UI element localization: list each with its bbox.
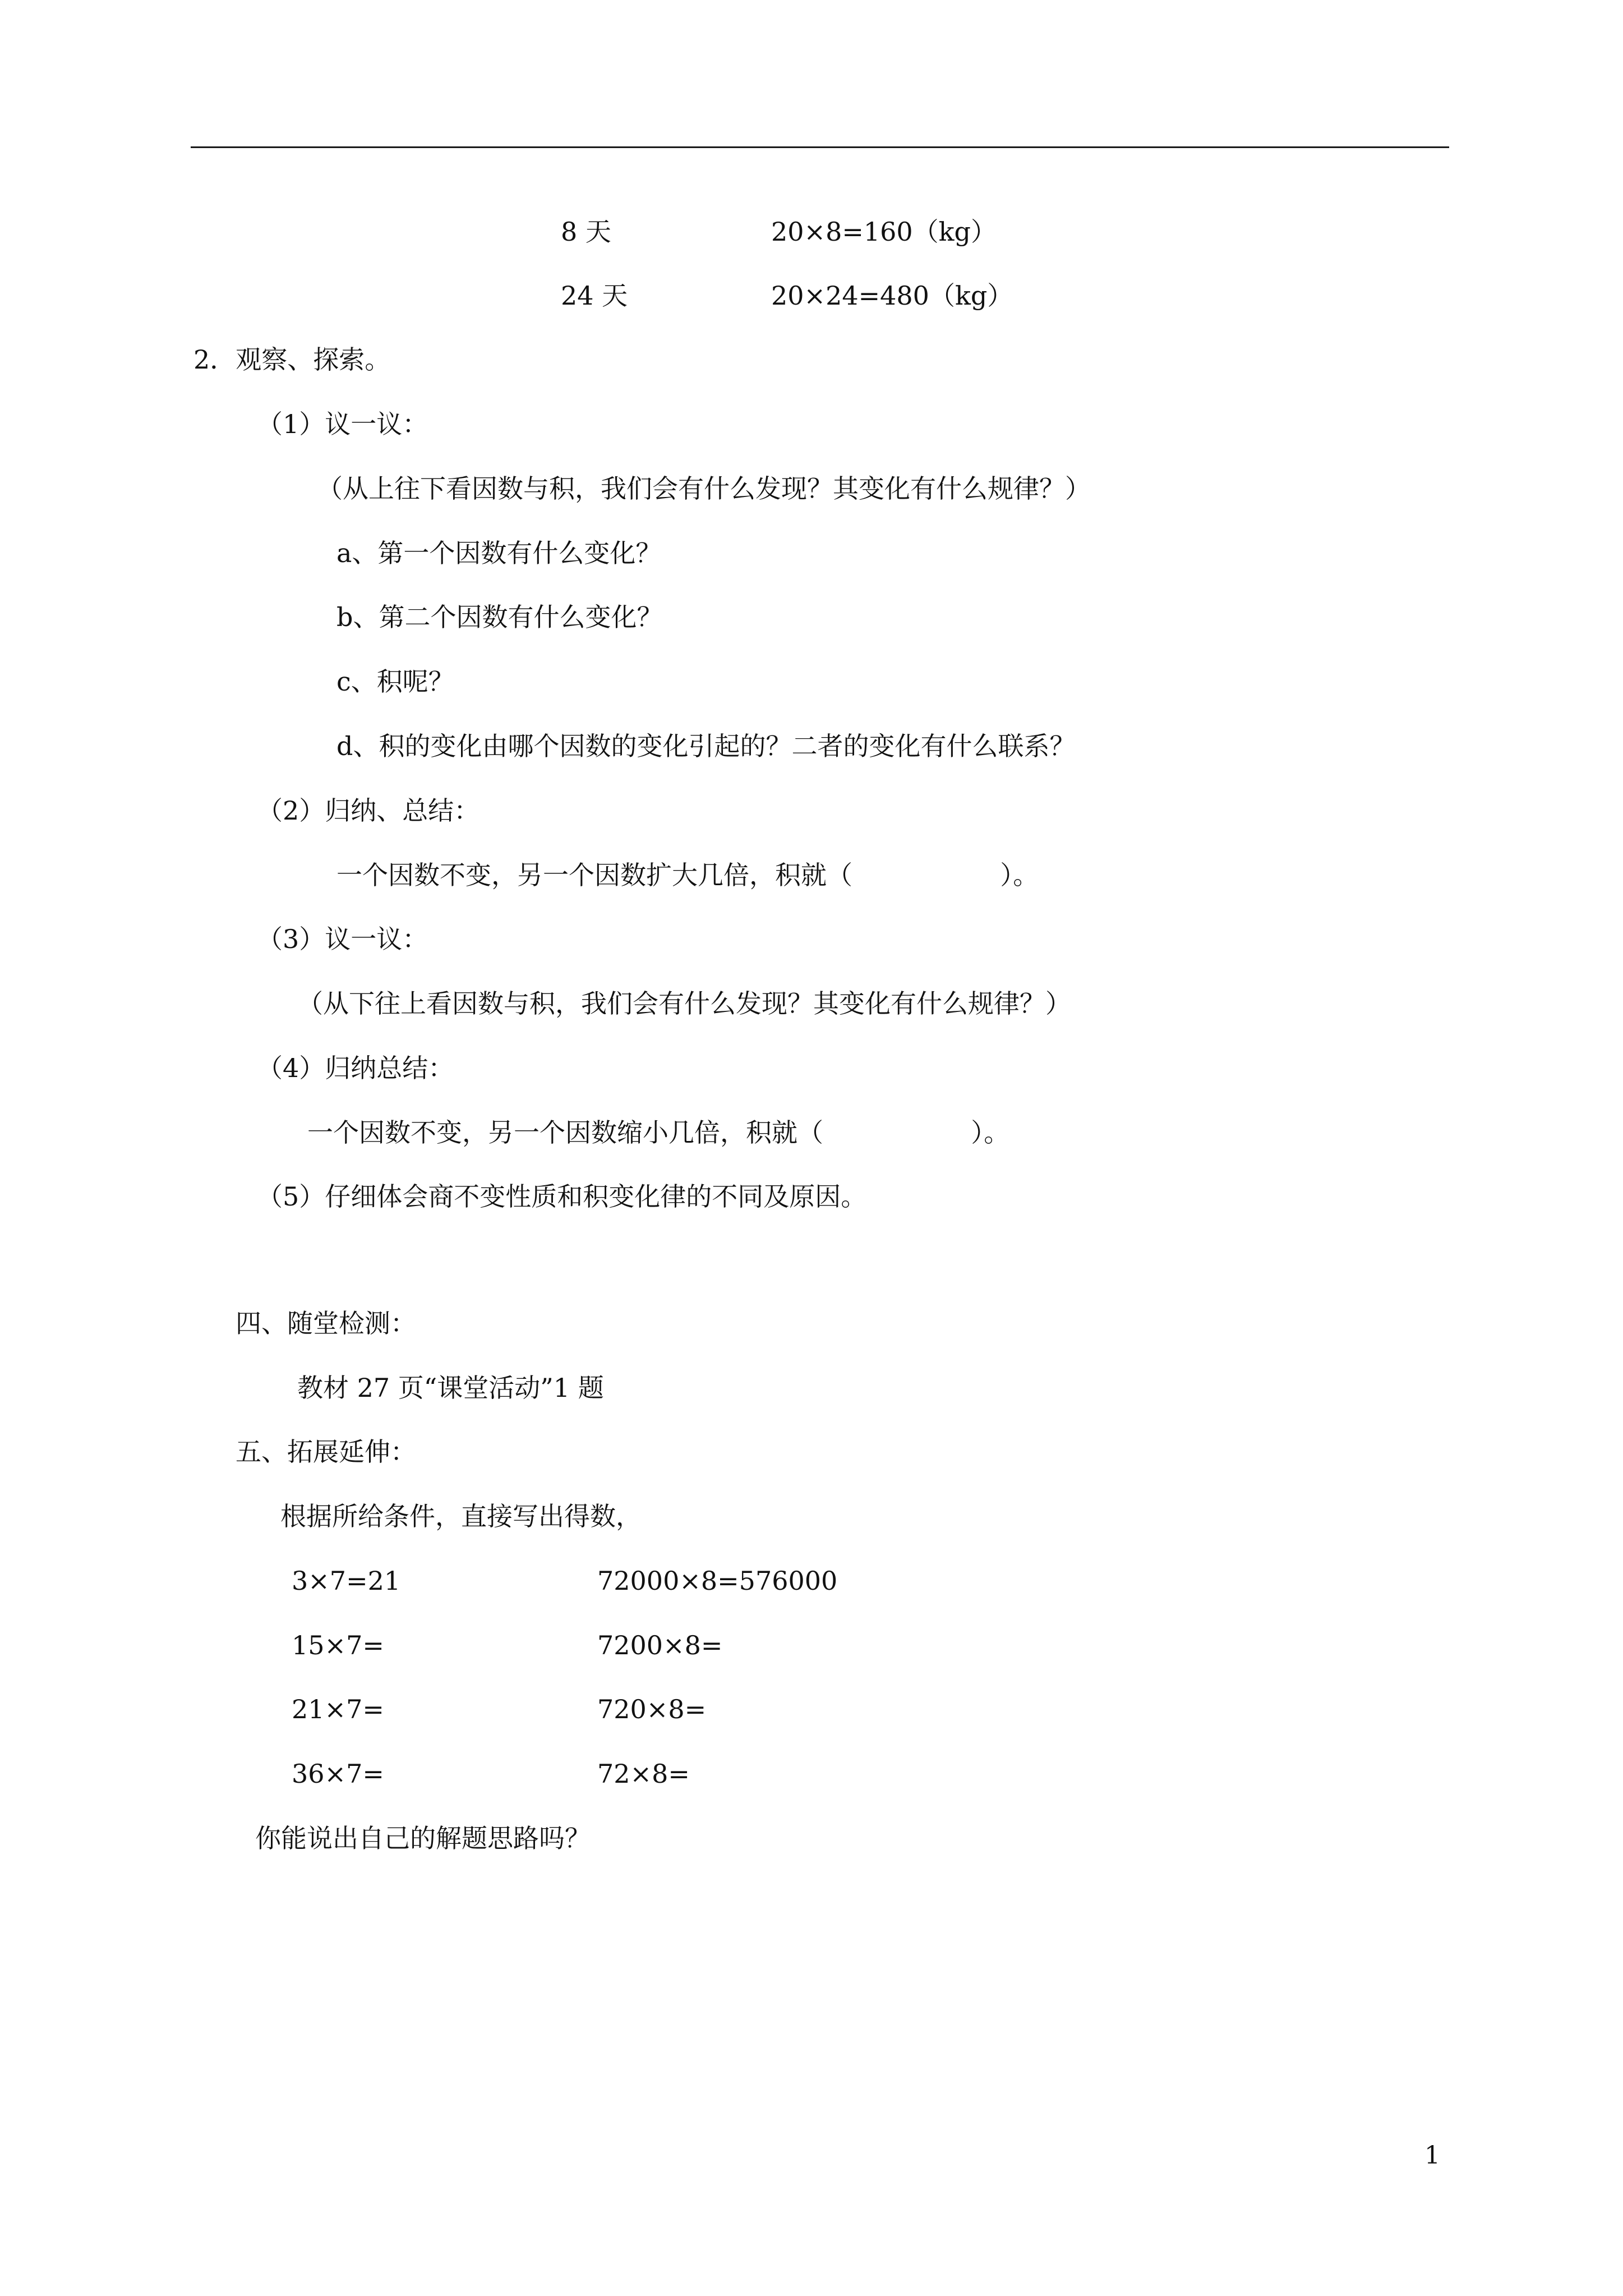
step3-label: （3）议一议： bbox=[257, 924, 428, 954]
exercise-left: 3×7=21 bbox=[292, 1566, 401, 1596]
exercise-right: 7200×8= bbox=[597, 1630, 723, 1660]
question-d: d、积的变化由哪个因数的变化引起的？二者的变化有什么联系？ bbox=[336, 731, 1076, 761]
closing-question: 你能说出自己的解题思路吗？ bbox=[255, 1823, 591, 1853]
exercise-right: 72×8= bbox=[597, 1759, 690, 1789]
section5-intro: 根据所给条件，直接写出得数， bbox=[280, 1501, 642, 1531]
step4-label: （4）归纳总结： bbox=[257, 1053, 454, 1083]
step2-text: 一个因数不变，另一个因数扩大几倍，积就（ ）。 bbox=[336, 860, 1039, 890]
question-c: c、积呢？ bbox=[336, 666, 454, 697]
section5-heading: 五、拓展延伸： bbox=[236, 1437, 416, 1467]
step4-text: 一个因数不变，另一个因数缩小几倍，积就（ ）。 bbox=[307, 1117, 1010, 1148]
exercise-left: 21×7= bbox=[292, 1694, 384, 1724]
section4-heading: 四、随堂检测： bbox=[236, 1308, 416, 1338]
page-number: 1 bbox=[1424, 2141, 1440, 2170]
section4-text: 教材 27 页“课堂活动”1 题 bbox=[297, 1373, 604, 1403]
table-row-calc: 20×8=160（kg） bbox=[771, 217, 997, 247]
section2-heading: 2．观察、探索。 bbox=[193, 344, 391, 375]
exercise-left: 36×7= bbox=[292, 1759, 384, 1789]
table-row-days: 8 天 bbox=[561, 217, 611, 247]
step5-text: （5）仔细体会商不变性质和积变化律的不同及原因。 bbox=[257, 1181, 867, 1212]
step2-label: （2）归纳、总结： bbox=[257, 795, 480, 826]
step1-prompt: （从上往下看因数与积，我们会有什么发现？其变化有什么规律？） bbox=[317, 473, 1091, 504]
step1-label: （1）议一议： bbox=[257, 409, 428, 439]
question-a: a、第一个因数有什么变化？ bbox=[336, 538, 662, 568]
question-b: b、第二个因数有什么变化？ bbox=[336, 602, 663, 632]
table-row-days: 24 天 bbox=[561, 280, 628, 311]
exercise-left: 15×7= bbox=[292, 1630, 384, 1660]
exercise-right: 720×8= bbox=[597, 1694, 707, 1724]
table-row-calc: 20×24=480（kg） bbox=[771, 280, 1013, 311]
exercise-right: 72000×8=576000 bbox=[597, 1566, 838, 1596]
header-rule bbox=[191, 146, 1449, 148]
step3-prompt: （从下往上看因数与积，我们会有什么发现？其变化有什么规律？） bbox=[297, 988, 1071, 1019]
